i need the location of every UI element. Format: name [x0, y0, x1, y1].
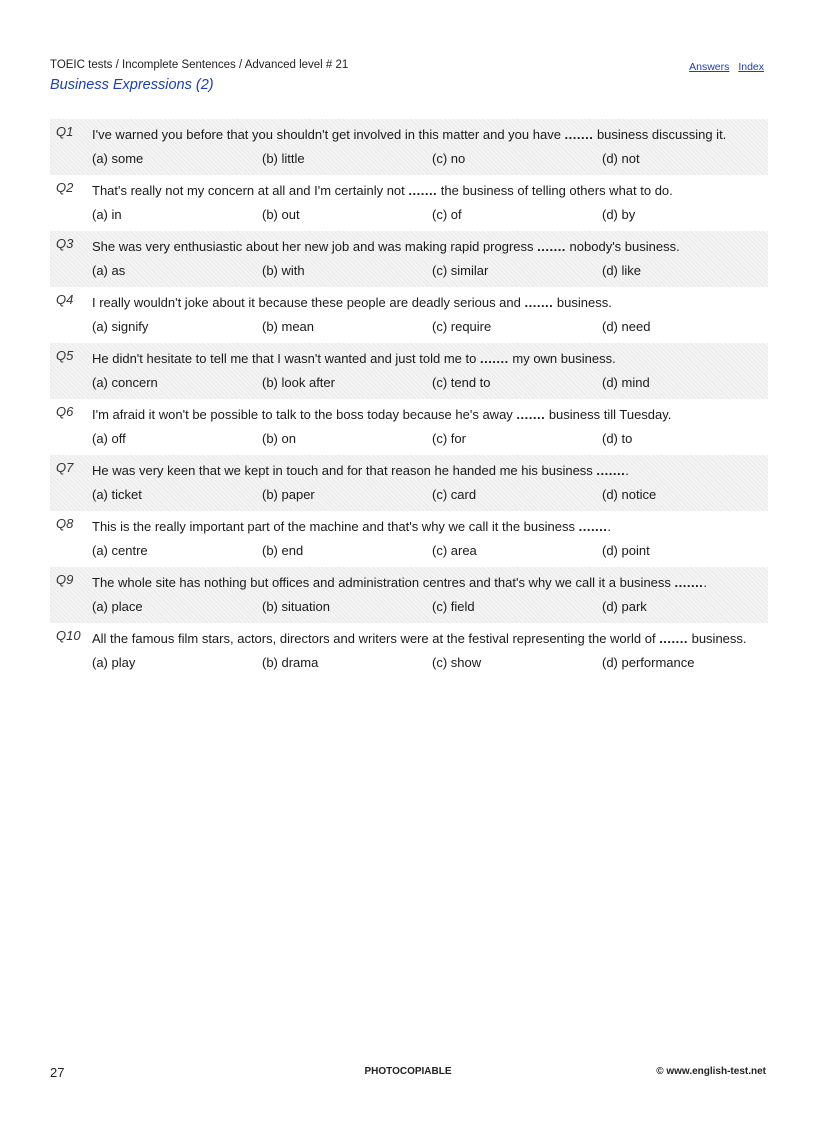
answer-options — [92, 149, 768, 169]
question-number: Q10 — [56, 628, 81, 643]
question-item — [50, 567, 768, 623]
option-b[interactable]: (b) end — [262, 543, 304, 558]
answer-blank: ....... — [408, 183, 438, 198]
question-number: Q5 — [56, 348, 74, 363]
question-text: I really wouldn't joke about it because these people are deadly serious and ....... business. — [92, 295, 612, 310]
option-c[interactable]: (c) area — [432, 543, 477, 558]
option-a[interactable]: (a) ticket — [92, 487, 142, 502]
option-a[interactable]: (a) in — [92, 207, 122, 222]
option-c[interactable]: (c) no — [432, 151, 466, 166]
option-b[interactable]: (b) paper — [262, 487, 315, 502]
answer-options — [92, 597, 768, 617]
photocopiable-notice: PHOTOCOPIABLE — [364, 1066, 452, 1077]
answer-blank: ....... — [479, 351, 509, 366]
option-c[interactable]: (c) card — [432, 487, 477, 502]
option-d[interactable]: (d) performance — [602, 655, 695, 670]
header-links — [683, 61, 764, 73]
answer-options — [92, 485, 768, 505]
question-list — [50, 119, 768, 679]
answer-options — [92, 653, 768, 673]
answer-blank: ....... — [564, 127, 594, 142]
answer-blank: ....... — [596, 463, 626, 478]
question-item — [50, 455, 768, 511]
option-b[interactable]: (b) mean — [262, 319, 315, 334]
question-item — [50, 287, 768, 343]
answer-options — [92, 429, 768, 449]
option-d[interactable]: (d) like — [602, 263, 642, 278]
question-number: Q4 — [56, 292, 74, 307]
option-c[interactable]: (c) require — [432, 319, 492, 334]
question-number: Q7 — [56, 460, 74, 475]
answers-link[interactable]: Answers — [689, 61, 730, 73]
option-c[interactable]: (c) for — [432, 431, 466, 446]
option-a[interactable]: (a) centre — [92, 543, 148, 558]
answer-blank: ....... — [516, 407, 546, 422]
option-d[interactable]: (d) notice — [602, 487, 657, 502]
answer-options — [92, 541, 768, 561]
option-d[interactable]: (d) park — [602, 599, 647, 614]
question-text: I've warned you before that you shouldn't get involved in this matter and you have ....... business discussing it. — [92, 127, 727, 142]
question-text: She was very enthusiastic about her new job and was making rapid progress ....... nobody's business. — [92, 239, 680, 254]
answer-options — [92, 261, 768, 281]
option-b[interactable]: (b) on — [262, 431, 296, 446]
option-a[interactable]: (a) off — [92, 431, 126, 446]
option-d[interactable]: (d) not — [602, 151, 640, 166]
option-a[interactable]: (a) some — [92, 151, 144, 166]
option-b[interactable]: (b) drama — [262, 655, 319, 670]
answer-blank: ....... — [537, 239, 566, 254]
answer-options — [92, 317, 768, 337]
option-b[interactable]: (b) with — [262, 263, 305, 278]
question-text: I'm afraid it won't be possible to talk to the boss today because he's away ....... business till Tuesday. — [92, 407, 672, 422]
question-item — [50, 623, 768, 679]
option-d[interactable]: (d) to — [602, 431, 633, 446]
question-item — [50, 231, 768, 287]
question-text: That's really not my concern at all and I'm certainly not ....... the business of telling others what to do. — [92, 183, 673, 198]
answer-options — [92, 373, 768, 393]
option-c[interactable]: (c) tend to — [432, 375, 491, 390]
question-item — [50, 511, 768, 567]
copyright: © www.english-test.net — [656, 1066, 766, 1077]
option-b[interactable]: (b) out — [262, 207, 300, 222]
question-number: Q3 — [56, 236, 74, 251]
question-text: This is the really important part of the machine and that's why we call it the business ........ — [92, 519, 612, 534]
option-d[interactable]: (d) by — [602, 207, 636, 222]
option-a[interactable]: (a) signify — [92, 319, 149, 334]
answer-blank: ....... — [524, 295, 554, 310]
option-c[interactable]: (c) of — [432, 207, 462, 222]
question-item — [50, 343, 768, 399]
option-b[interactable]: (b) situation — [262, 599, 330, 614]
option-a[interactable]: (a) as — [92, 263, 126, 278]
question-text: All the famous film stars, actors, directors and writers were at the festival representing the world of ....... business. — [92, 631, 747, 646]
option-c[interactable]: (c) show — [432, 655, 482, 670]
question-number: Q6 — [56, 404, 74, 419]
option-d[interactable]: (d) point — [602, 543, 650, 558]
question-number: Q8 — [56, 516, 74, 531]
answer-blank: ....... — [578, 519, 608, 534]
answer-blank: ....... — [659, 631, 688, 646]
index-link[interactable]: Index — [738, 61, 764, 73]
question-text: He was very keen that we kept in touch and for that reason he handed me his business ........ — [92, 463, 629, 478]
question-text: The whole site has nothing but offices and administration centres and that's why we call it a business ........ — [92, 575, 707, 590]
answer-options — [92, 205, 768, 225]
question-number: Q2 — [56, 180, 74, 195]
option-d[interactable]: (d) need — [602, 319, 651, 334]
option-a[interactable]: (a) play — [92, 655, 136, 670]
page-title: Business Expressions (2) — [50, 77, 214, 93]
page-number: 27 — [50, 1065, 65, 1080]
option-d[interactable]: (d) mind — [602, 375, 650, 390]
option-b[interactable]: (b) look after — [262, 375, 335, 390]
question-item — [50, 175, 768, 231]
option-a[interactable]: (a) concern — [92, 375, 158, 390]
question-item — [50, 399, 768, 455]
breadcrumb: TOEIC tests / Incomplete Sentences / Advanced level # 21 — [50, 59, 349, 71]
option-a[interactable]: (a) place — [92, 599, 143, 614]
question-number: Q1 — [56, 124, 74, 139]
option-c[interactable]: (c) similar — [432, 263, 489, 278]
option-c[interactable]: (c) field — [432, 599, 475, 614]
answer-blank: ....... — [674, 575, 704, 590]
question-item — [50, 119, 768, 175]
option-b[interactable]: (b) little — [262, 151, 305, 166]
question-number: Q9 — [56, 572, 74, 587]
question-text: He didn't hesitate to tell me that I wasn't wanted and just told me to ....... my own business. — [92, 351, 616, 366]
